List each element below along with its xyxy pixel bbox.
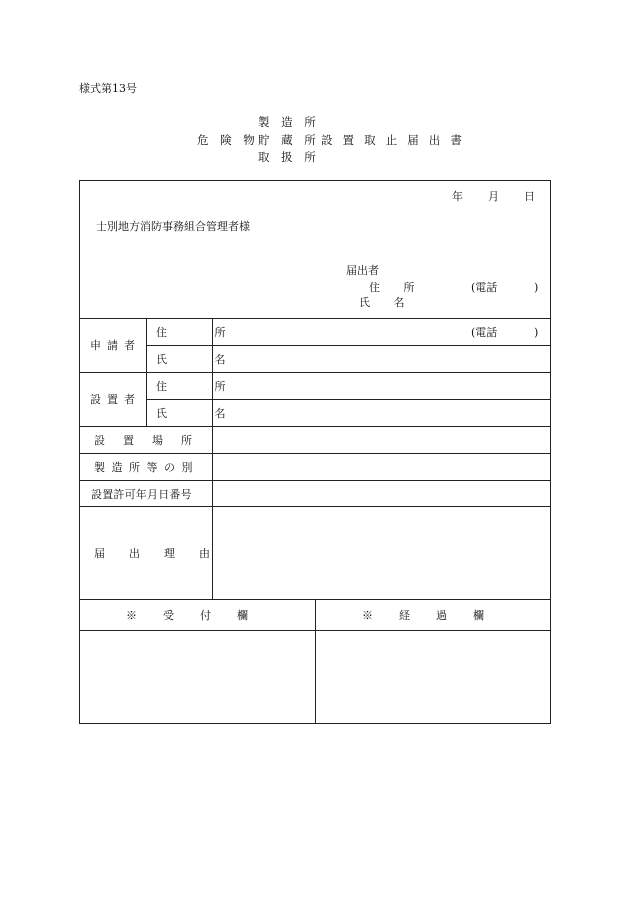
applicant-phone-label: (電話 — [471, 326, 498, 339]
column-divider — [146, 318, 147, 426]
applicant-address-label: 住 所 — [156, 326, 248, 339]
reception-column-label: ※受付欄 — [126, 609, 274, 622]
title-facility-handling: 取 扱 所 — [258, 150, 320, 164]
date-year: 年 — [452, 190, 463, 203]
reason-label: 届出理由 — [94, 547, 234, 560]
row-divider — [146, 399, 551, 400]
title-suffix: 設 置 取 止 届 出 書 — [321, 133, 466, 147]
title-facility-storage: 貯 蔵 所 — [258, 133, 320, 147]
row-divider — [79, 453, 551, 454]
installer-label: 設置者 — [90, 393, 141, 406]
row-divider — [79, 426, 551, 427]
permit-date-number-label: 設置許可年月日番号 — [91, 488, 192, 501]
date-day: 日 — [524, 190, 535, 203]
date-month: 月 — [488, 190, 499, 203]
row-divider — [146, 345, 551, 346]
row-divider — [79, 318, 551, 319]
facility-kind-label: 製造所等の別 — [94, 461, 199, 474]
row-divider — [79, 372, 551, 373]
notifier-label: 届出者 — [346, 264, 379, 277]
progress-column-label: ※経過欄 — [362, 609, 510, 622]
applicant-label: 申請者 — [90, 339, 141, 352]
notifier-phone-close: ) — [534, 281, 539, 294]
applicant-name-label: 氏 名 — [156, 353, 248, 366]
notifier-phone-label: (電話 — [471, 281, 498, 294]
column-divider — [315, 599, 316, 724]
row-divider — [79, 480, 551, 481]
notifier-name-label: 氏 名 — [359, 296, 415, 309]
addressee: 士別地方消防事務組合管理者様 — [96, 220, 250, 233]
installer-name-label: 氏 名 — [156, 407, 248, 420]
installer-address-label: 住 所 — [156, 380, 248, 393]
applicant-phone-close: ) — [534, 326, 539, 339]
form-number: 様式第13号 — [79, 82, 137, 95]
notifier-address-label: 住 所 — [369, 281, 425, 294]
title-prefix: 危 険 物 — [197, 133, 259, 147]
title-facility-manufacturing: 製 造 所 — [258, 115, 320, 129]
location-label: 設置場所 — [94, 434, 210, 447]
row-divider — [79, 506, 551, 507]
